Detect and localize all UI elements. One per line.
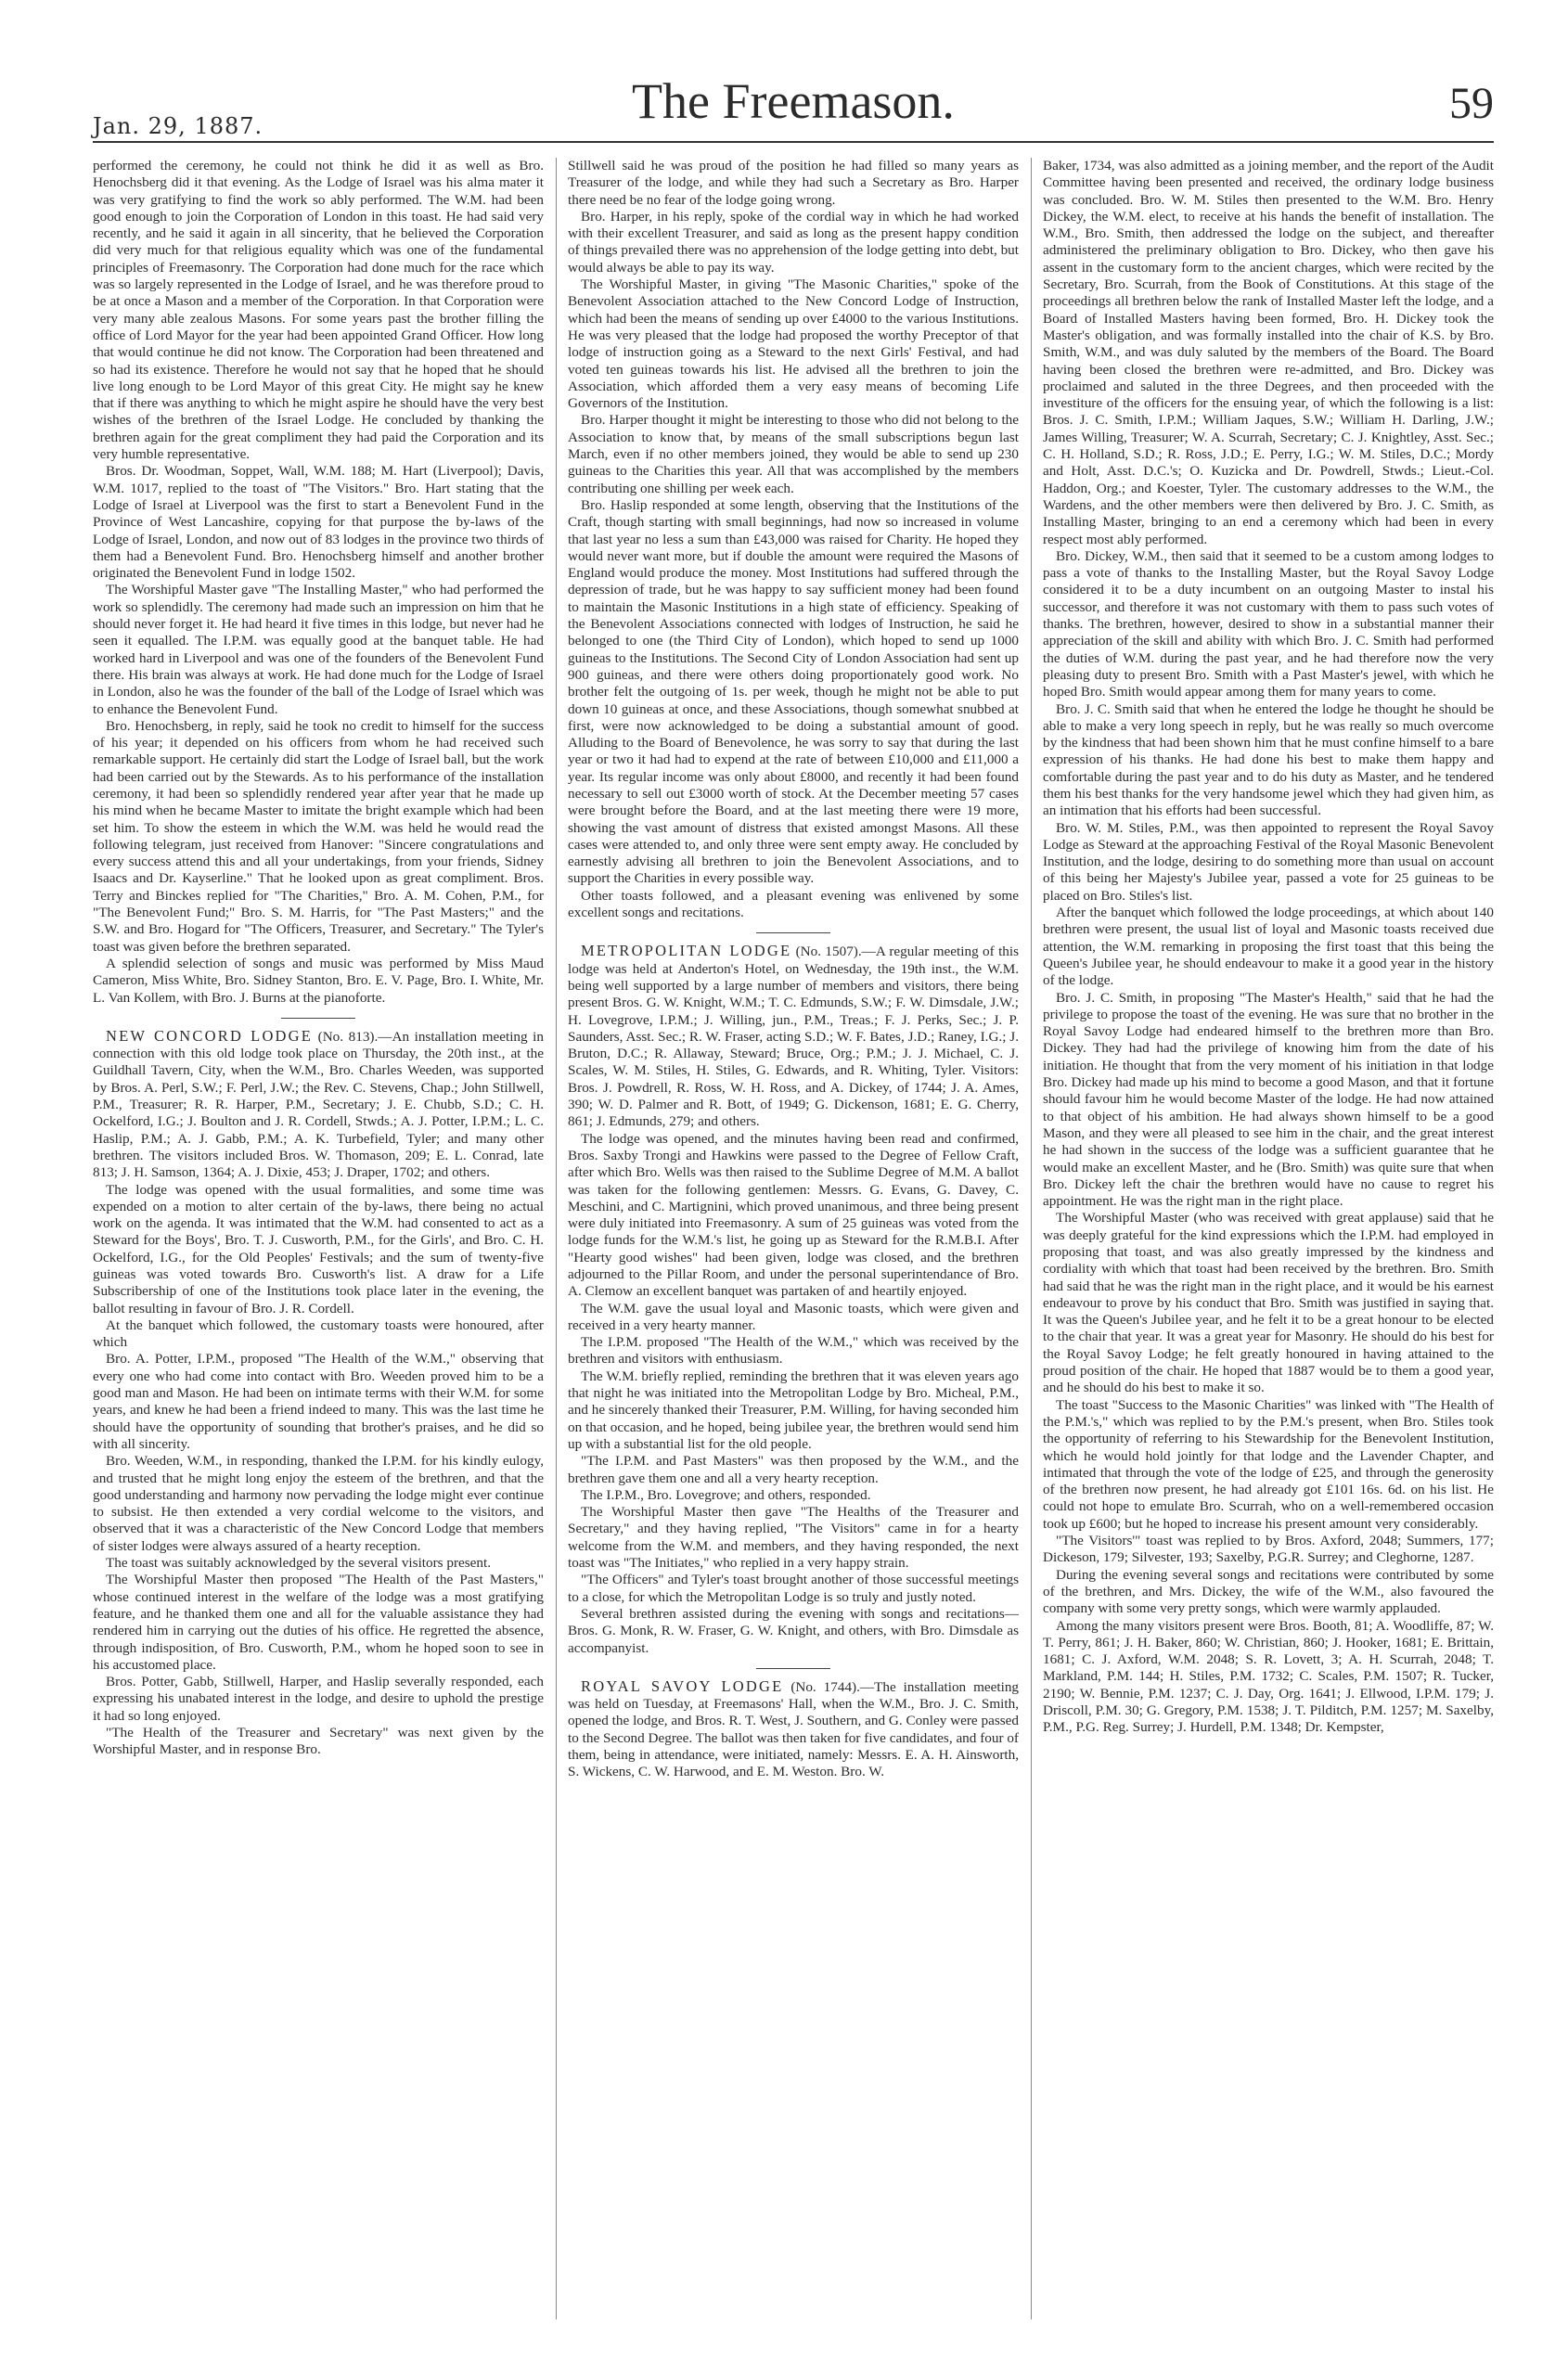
paragraph: The toast "Success to the Masonic Charities" was linked with "The Health of the P.M.'s," which was replied to by the P.M.'s present, when Bro. Stiles took the opportunity of referring to his Stewardship for the Benevolent Institution, which he would hold jointly for that lodge and the Lavender Chapter, and intimated that through the vote of the lodge of £25, and through the generosity of the brethren now present, he had already got £101 16s. 6d. on his list. He could not hope to emulate Bro. Scurrah, who on a well-remembered occasion took up £600; but he hoped to increase his present amount very considerably.	[1043, 1396, 1494, 1532]
lodge-heading: METROPOLITAN LODGE	[581, 942, 792, 960]
paragraph: The Worshipful Master then gave "The Healths of the Treasurer and Secretary," and they having replied, "The Visitors" came in for a hearty welcome from the W.M. and members, and they having responded, the next toast was "The Initiates," who replied in a very happy strain.	[568, 1504, 1019, 1572]
paragraph: The lodge was opened with the usual formalities, and some time was expended on a motion to alter certain of the by-laws, there being no actual work on the agenda. It was intimated that the W.M. had consented to act as a Steward for the Boys', Bro. T. J. Cusworth, P.M., for the Girls', and Bro. C. H. Ockelford, I.G., for the Old Peoples' Festivals; and the sum of twenty-five guineas was voted towards Bro. Cusworth's list. A draw for a Life Subscribership of one of the Institutions took place later in the evening, the ballot resulting in favour of Bro. J. R. Cordell.	[93, 1181, 544, 1316]
paragraph: During the evening several songs and recitations were contributed by some of the brethren, and Mrs. Dickey, the wife of the W.M., also favoured the company with some very pretty songs, which were warmly applauded.	[1043, 1566, 1494, 1617]
column-divider	[556, 158, 557, 2319]
paragraph-text: (No. 1744).—The installation meeting was held on Tuesday, at Freemasons' Hall, when the W.M., Bro. J. C. Smith, opened the lodge, and Bros. R. T. West, J. Southern, and G. Conley were passed to the Second Degree. The ballot was then taken for five candidates, and four of them, being in attendance, were initiated, namely: Messrs. E. A. H. Ainsworth, S. Wickens, C. W. Harwood, and E. M. Weston. Bro. W.	[568, 1678, 1019, 1780]
paragraph: The lodge was opened, and the minutes having been read and confirmed, Bros. Saxby Trongi and Hawkins were passed to the Degree of Fellow Craft, after which Bro. Wells was then raised to the Sublime Degree of M.M. A ballot was taken for the following gentlemen: Messrs. G. Evans, G. Davey, C. Meschini, and C. Martignini, which proved unanimous, and three being present were duly initiated into Freemasonry. A sum of 25 guineas was voted from the lodge funds for the W.M.'s list, he going up as Steward for the R.M.B.I. After "Hearty good wishes" had been given, lodge was closed, and the brethren adjourned to the Pillar Room, and under the personal superintendance of Bro. A. Clemow an excellent banquet was partaken of and heartily enjoyed.	[568, 1130, 1019, 1300]
paragraph: At the banquet which followed, the customary toasts were honoured, after which	[93, 1316, 544, 1351]
lodge-report-paragraph	[93, 1028, 544, 1182]
masthead	[93, 65, 1494, 143]
paragraph: The Worshipful Master, in giving "The Masonic Charities," spoke of the Benevolent Association attached to the New Concord Lodge of Instruction, which had been the means of sending up over £4000 to the various Institutions. He was very pleased that the lodge had proposed the worthy Preceptor of that lodge of instruction going as a Steward to the next Girls' Festival, and had voted ten guineas towards his list. He advised all the brethren to join the Association, which afforded them a very easy means of becoming Life Governors of the Institution.	[568, 276, 1019, 412]
paragraph: Bro. A. Potter, I.P.M., proposed "The Health of the W.M.," observing that every one who had come into contact with Bro. Weeden proved him to be a good man and Mason. He had been on intimate terms with their W.M. for some years, and knew he had been a friend indeed to many. This was the last time he should have the opportunity of sounding that brother's praises, and he did so with all sincerity.	[93, 1351, 544, 1452]
paragraph: Bro. Henochsberg, in reply, said he took no credit to himself for the success of his year; it depended on his officers from whom he had received such remarkable support. He certainly did start the Lodge of Israel ball, but the work had been carried out by the Stewards. As to his performance of the installation ceremony, it had been so splendidly rendered year after year that he made up his mind when he became Master to imitate the bright example which had been set him. To show the esteem in which the W.M. was held he would read the following telegram, just received from Hanover: "Sincere congratulations and every success attend this and all your undertakings, from your friends, Sidney Isaacs and Dr. Kayserline." That he looked upon as great compliment. Bros. Terry and Binckes replied for "The Charities," Bro. A. M. Cohen, P.M., for "The Benevolent Fund;" Bro. S. M. Harris, for "The Past Masters;" and the S.W. and Bro. Hogard for "The Officers, Treasurer, and Secretary." The Tyler's toast was given before the brethren separated.	[93, 717, 544, 955]
paragraph-text: (No. 1507).—A regular meeting of this lodge was held at Anderton's Hotel, on Wednesday, the 19th inst., the W.M. being well supported by a large number of members and visitors, there being present Bros. G. W. Knight, W.M.; T. C. Edmunds, S.W.; F. W. Dimsdale, J.W.; H. Lovegrove, I.P.M.; J. Willing, jun., P.M., Treas.; F. J. Perks, Sec.; J. P. Saunders, Asst. Sec.; R. W. Fraser, acting S.D.; W. F. Bates, J.D.; Raney, I.G.; J. Bruton, D.C.; R. Allaway, Steward; Bruce, Org.; P.M.; J. J. Michael, C. J. Scales, W. M. Stiles, H. Stiles, G. Edwards, and R. Whiting, Tyler. Visitors: Bros. J. Powdrell, R. Ross, W. H. Ross, and A. Dickey, of 1744; J. A. Ames, 390; W. D. Palmer and R. Bott, of 1949; G. Dickenson, 1681; E. G. Cherry, 861; J. Edmunds, 279; and others.	[568, 944, 1019, 1130]
paragraph: The I.P.M., Bro. Lovegrove; and others, responded.	[581, 1486, 871, 1503]
paragraph: The W.M. gave the usual loyal and Masonic toasts, which were given and received in a very hearty manner.	[568, 1300, 1019, 1333]
paragraph: Bros. Potter, Gabb, Stillwell, Harper, and Haslip severally responded, each expressing his unabated interest in the lodge, and desire to uphold the prestige it had so long enjoyed.	[93, 1674, 544, 1724]
paragraph: After the banquet which followed the lodge proceedings, at which about 140 brethren were present, the usual list of loyal and Masonic toasts received due attention, the W.M. remarking in proposing the first toast that this being the Queen's Jubilee year, he should endeavour to make it a good year in the history of the lodge.	[1043, 905, 1494, 989]
paragraph: Baker, 1734, was also admitted as a joining member, and the report of the Audit Committee having been presented and received, the ordinary lodge business was concluded. Bro. W. M. Stiles then presented to the W.M. Bro. Henry Dickey, the W.M. elect, to receive at his hands the benefit of installation. The W.M., Bro. Smith, then addressed the lodge on the subject, and thereafter administered the preliminary obligation to Bro. Dickey, who then gave his assent in the customary form to the ancient charges, which were recited by the Secretary, Bro. Scurrah, from the Book of Constitutions. At this stage of the proceedings all brethren below the rank of Installed Master left the lodge, and a Board of Installed Masters having been formed, Bro. H. Dickey took the Master's obligation, and was formally installed into the chair of K.S. by Bro. Smith, W.M., and was duly saluted by the members of the Board. The Board having been closed the brethren were re-admitted, and Bro. Dickey was proclaimed and saluted in the three Degrees, and then proceeded with the investiture of the officers for the ensuing year, of which the following is a list: Bros. J. C. Smith, I.P.M.; William Jaques, S.W.; William H. Darling, J.W.; James Willing, Treasurer; W. A. Scurrah, Secretary; C. J. Knightley, Asst. Sec.; C. H. Holland, S.D.; R. Ross, J.D.; E. Perry, I.G.; W. M. Stiles, D.C.; Mordy and Holt, Asst. D.C.'s; O. Kuzicka and Dr. Powdrell, Stwds.; Lieut.-Col. Haddon, Org.; and Koester, Tyler. The customary addresses to the W.M., the Wardens, and the other members were then delivered by Bro. J. C. Smith, as Installing Master, bringing to an end a ceremony which had been in every respect most ably performed.	[1043, 158, 1494, 547]
paragraph: A splendid selection of songs and music was performed by Miss Maud Cameron, Miss White, Bro. Sidney Stanton, Bro. E. V. Page, Bro. I. White, Mr. L. Van Kollem, with Bro. J. Burns at the pianoforte.	[93, 955, 544, 1006]
paragraph: The W.M. briefly replied, reminding the brethren that it was eleven years ago that night he was initiated into the Metropolitan Lodge by Bro. Micheal, P.M., and he sincerely thanked their Treasurer, P.M. Willing, for having seconded him on that occasion, and he hoped, being jubilee year, the brethren would send him up with a substantial list for the old people.	[568, 1368, 1019, 1452]
lodge-heading: NEW CONCORD LODGE	[106, 1026, 314, 1045]
section-rule	[756, 932, 830, 933]
paragraph: Bro. Dickey, W.M., then said that it seemed to be a custom among lodges to pass a vote of thanks to the Installing Master, but the Royal Savoy Lodge considered it to be a duty incumbent on an outgoing Master to instal his successor, and therefore it was not customary with them to pass such votes of thanks. The brethren, however, desired to show in a substantial manner their appreciation of the skill and ability with which Bro. J. C. Smith had performed the duties of W.M. during the past year, and he had therefore now the very pleasing duty to present Bro. Smith with a Past Master's jewel, with which he hoped Bro. Smith would appear among them for many years to come.	[1043, 547, 1494, 700]
paragraph: The Worshipful Master (who was received with great applause) said that he was deeply grateful for the kind expressions which the I.P.M. had employed in proposing that toast, and was also greatly impressed by the kindness and cordiality with which that toast had been received by the brethren. Bro. Smith had said that he was the right man in the right place, and it would be his earnest endeavour to prove by his conduct that Bro. Smith was justified in saying that. It was the Queen's Jubilee year, and he felt it to be a great honour to be elected to the chair that year. It was a great year for Masonry. He should do his best for the Royal Savoy Lodge; he felt greatly honoured in having attained to the proud position of the chair. He hoped that 1887 would be to them a good year, and he should do his best to make it so.	[1043, 1210, 1494, 1396]
paragraph: Bro. J. C. Smith, in proposing "The Master's Health," said that he had the privilege to propose the toast of the evening. He was sure that no brother in the Royal Savoy Lodge had endeared himself to the brethren more than Bro. Dickey. They had had the privilege of knowing him from the date of his initiation. He thought that from the very moment of his initiation in that lodge Bro. Dickey had made up his mind to become a good Mason, and that it fortune should favour him he would become Master of the lodge. He had now attained to that object of his ambition. He had always shown himself to be a good Mason, and they were all pleased to see him in the chair, and the great interest he had shown in the success of the lodge was a sufficient guarantee that he would make an excellent Master, and he (Bro. Smith) was quite sure that when Bro. Dickey left the chair the brethren would have no cause to regret his appointment. He was the right man in the right place.	[1043, 989, 1494, 1210]
paragraph: The Worshipful Master then proposed "The Health of the Past Masters," whose continued interest in the welfare of the lodge was a most gratifying feature, and he thanked them one and all for the valuable assistance they had rendered him in carrying out the duties of his office. He regretted the absence, through indisposition, of Bro. Cusworth, P.M., whom he hoped soon to see in his accustomed place.	[93, 1572, 544, 1673]
page-number: 59	[1449, 79, 1494, 128]
lodge-report-paragraph	[568, 1678, 1019, 1781]
column-3	[1043, 158, 1494, 2319]
lodge-heading: ROYAL SAVOY LODGE	[581, 1676, 784, 1695]
newspaper-page	[93, 65, 1494, 2329]
paragraph: Other toasts followed, and a pleasant evening was enlivened by some excellent songs and recitations.	[568, 887, 1019, 921]
column-1	[93, 158, 544, 2319]
section-rule	[281, 1018, 355, 1019]
paragraph: Bro. Weeden, W.M., in responding, thanked the I.P.M. for his kindly eulogy, and trusted that he might long enjoy the esteem of the brethren, and that the good understanding and harmony now pervading the lodge might ever continue to subsist. He then extended a very cordial welcome to the visitors, and observed that it was a characteristic of the New Concord Lodge that members of sister lodges were always assured of a hearty reception.	[93, 1453, 544, 1554]
column-2	[568, 158, 1019, 2319]
column-divider	[1031, 158, 1032, 2319]
paragraph: Among the many visitors present were Bros. Booth, 81; A. Woodliffe, 87; W. T. Perry, 861; J. H. Baker, 860; W. Christian, 860; J. Hooker, 1681; E. Brittain, 1681; C. J. Axford, W.M. 2048; S. R. Lovett, 3; A. H. Scurrah, 2048; T. Markland, P.M. 144; H. Stiles, P.M. 1732; C. Scales, P.M. 1507; R. Tucker, 2190; W. Bennie, P.M. 1237; C. J. Day, Org. 1641; J. Ellwood, I.P.M. 179; J. Driscoll, P.M. 30; G. Gregory, P.M. 1538; J. T. Pilditch, P.M. 1257; M. Saxelby, P.M., P.G. Reg. Surrey; J. Hurdell, P.M. 1348; Dr. Kempster,	[1043, 1617, 1494, 1736]
newspaper-title: The Freemason.	[632, 73, 955, 129]
paragraph: Bro. Haslip responded at some length, observing that the Institutions of the Craft, though starting with small beginnings, had now so increased in volume that last year no less a sum than £43,000 was raised for Charity. He hoped they would never want more, but if double the amount were required the Masons of England would produce the money. Most Institutions had suffered through the depression of trade, but he was happy to say sufficient money had been found to maintain the Masonic Institutions in a high state of efficiency. Speaking of the Benevolent Associations connected with lodges of Instruction, he said he belonged to one (the Third City of London), which hoped to send up 1000 guineas to the Institutions. The Second City of London Association had sent up 900 guineas, and there were others doing proportionately good work. No brother felt the outgoing of 1s. per week, though he might not be able to put down 10 guineas at once, and these Associations, though somewhat snubbed at first, were now acknowledged to be doing a substantial amount of good. Alluding to the Board of Benevolence, he was sorry to say that during the last year or two it had had to expend at the rate of between £10,000 and £11,000 a year. Its regular income was only about £8000, and recently it had been found necessary to sell out £3000 worth of stock. At the December meeting 57 cases were brought before the Board, and at the last meeting there were 19 more, showing the vast amount of distress that existed amongst Masons. All these cases were attended to, and only three were sent empty away. He concluded by earnestly advising all brethren to join the Benevolent Associations, and to support the Charities in every possible way.	[568, 496, 1019, 887]
paragraph: Bro. J. C. Smith said that when he entered the lodge he thought he should be able to make a very long speech in reply, but he was really so much overcome by the kindness that had been shown him that he must confine himself to a bare expression of his thanks. He had done his best to make them happy and comfortable during the past year and to do his duty as Master, and he tendered them his best thanks for the very handsome jewel which they had given him, as an intimation that his efforts had been successful.	[1043, 700, 1494, 819]
paragraph: Several brethren assisted during the evening with songs and recitations—Bros. G. Monk, R. W. Fraser, G. W. Knight, and others, with Bro. Dimsdale as accompanyist.	[568, 1605, 1019, 1656]
paragraph: "The Health of the Treasurer and Secretary" was next given by the Worshipful Master, and in response Bro.	[93, 1725, 544, 1758]
paragraph: Bro. Harper thought it might be interesting to those who did not belong to the Association to know that, by means of the small subscriptions begun last March, even if no other members joined, they would be able to send up 230 guineas to the Charities this year. All that was accomplished by the members contributing one shilling per week each.	[568, 412, 1019, 496]
lodge-report-paragraph	[568, 943, 1019, 1130]
paragraph: The toast was suitably acknowledged by the several visitors present.	[106, 1555, 492, 1572]
paragraph: "The Visitors'" toast was replied to by Bros. Axford, 2048; Summers, 177; Dickeson, 179; Silvester, 193; Saxelby, P.G.R. Surrey; and Cleghorne, 1287.	[1043, 1533, 1494, 1566]
issue-date: Jan. 29, 1887.	[93, 113, 263, 139]
section-rule	[756, 1668, 830, 1669]
paragraph: Stillwell said he was proud of the position he had filled so many years as Treasurer of the lodge, and while they had such a Secretary as Bro. Harper there need be no fear of the lodge going wrong.	[568, 158, 1019, 208]
paragraph: "The Officers" and Tyler's toast brought another of those successful meetings to a close, for which the Metropolitan Lodge is so truly and justly noted.	[568, 1572, 1019, 1605]
article-columns	[93, 158, 1494, 2319]
paragraph: performed the ceremony, he could not think he did it as well as Bro. Henochsberg did it that evening. As the Lodge of Israel was his alma mater it was very gratifying to find the work so ably performed. The W.M. had been good enough to join the Corporation of London in this toast. He had said very recently, and he said it again in all sincerity, that he believed the Corporation did very much for that religious equality which was one of the fundamental principles of Freemasonry. The Corporation had done much for the race which was so largely represented in the Lodge of Israel, and he was therefore proud to be at once a Mason and a member of the Corporation. In that Corporation were very many able zealous Masons. For some years past the brother filling the office of Lord Mayor for the year had been appointed Grand Officer. How long that would continue he did not know. The Corporation had been threatened and so had its existence. Therefore he would not say that he hoped that he should live long enough to be Lord Mayor of this great City. He might say he knew that if there was anything to which he might aspire he should have the very best wishes of the brethren of the Israel Lodge. He concluded by thanking the brethren again for the great compliment they had paid the Corporation and its very humble representative.	[93, 158, 544, 463]
paragraph-text: (No. 813).—An installation meeting in connection with this old lodge took place on Thursday, the 20th inst., at the Guildhall Tavern, City, when the W.M., Bro. Charles Weeden, was supported by Bros. A. Perl, S.W.; F. Perl, J.W.; the Rev. C. Stevens, Chap.; John Stillwell, P.M., Treasurer; R. R. Harper, P.M., Secretary; J. E. Chubb, S.D.; C. H. Ockelford, I.G.; J. Boulton and J. R. Cordell, Stwds.; A. J. Potter, I.P.M.; L. C. Haslip, P.M.; A. J. Gabb, P.M.; A. K. Turbefield, Tyler; and many other brethren. The visitors included Bros. W. Thomason, 209; E. L. Conrad, late 813; J. H. Samson, 1364; A. J. Dixie, 453; J. Draper, 1702; and others.	[93, 1028, 544, 1181]
paragraph: Bro. W. M. Stiles, P.M., was then appointed to represent the Royal Savoy Lodge as Steward at the approaching Festival of the Royal Masonic Benevolent Institution, and the lodge, desiring to do something more than usual on account of this being her Majesty's Jubilee year, passed a vote for 25 guineas to be placed on Bro. Stiles's list.	[1043, 819, 1494, 904]
paragraph: The Worshipful Master gave "The Installing Master," who had performed the work so splendidly. The ceremony had made such an impression on him that he should never forget it. He had heard it five times in this lodge, but never had he seen it equalled. The I.P.M. was equally good at the banquet table. He had worked hard in Liverpool and was one of the founders of the Benevolent Fund there. His brain was always at work. He had done much for the Lodge of Israel in London, also he was the founder of the ball of the Lodge of Israel which was to enhance the Benevolent Fund.	[93, 582, 544, 717]
paragraph: Bro. Harper, in his reply, spoke of the cordial way in which he had worked with their excellent Treasurer, and said as long as the present happy condition of things prevailed there was no apprehension of the lodge getting into debt, but would always be able to pay its way.	[568, 208, 1019, 276]
paragraph: Bros. Dr. Woodman, Soppet, Wall, W.M. 188; M. Hart (Liverpool); Davis, W.M. 1017, replied to the toast of "The Visitors." Bro. Hart stating that the Lodge of Israel at Liverpool was the first to start a Benevolent Fund in the Province of West Lancashire, copying for that purpose the by-laws of the Lodge of Israel, London, and now out of 83 lodges in the province two thirds of them had a Benevolent Fund. Bro. Henochsberg himself and another brother originated the Benevolent Fund in lodge 1502.	[93, 463, 544, 582]
paragraph: "The I.P.M. and Past Masters" was then proposed by the W.M., and the brethren gave them one and all a very hearty reception.	[568, 1453, 1019, 1486]
paragraph: The I.P.M. proposed "The Health of the W.M.," which was received by the brethren and visitors with enthusiasm.	[568, 1334, 1019, 1368]
